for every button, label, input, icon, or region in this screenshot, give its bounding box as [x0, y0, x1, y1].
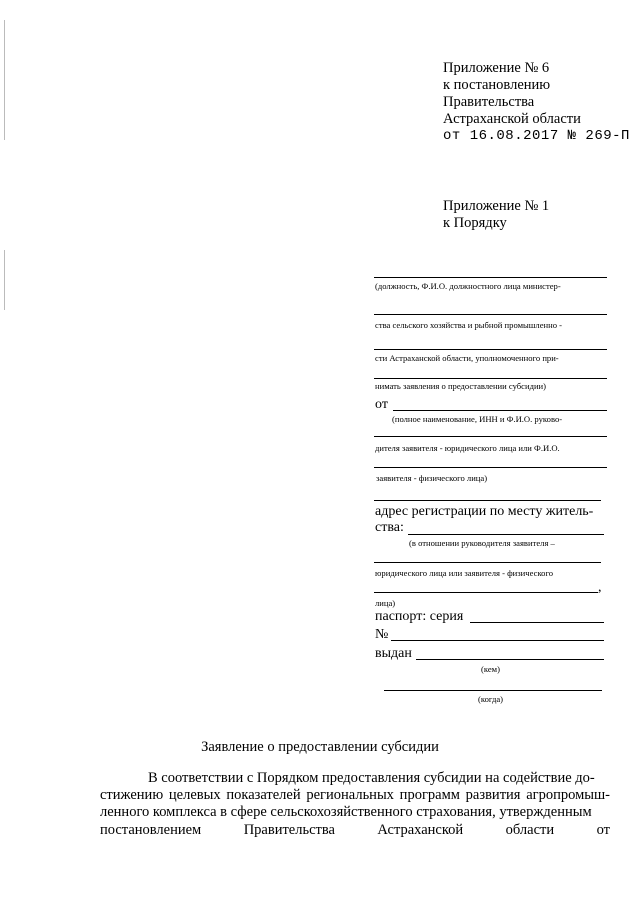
appendix-6-gov: Правительства — [443, 94, 535, 110]
appendix-1-block — [443, 198, 549, 232]
from-caption-1: (полное наименование, ИНН и Ф.И.О. руково- — [392, 414, 563, 424]
passport-when-caption: (когда) — [478, 694, 504, 704]
scan-mark — [4, 250, 5, 310]
paragraph-last-line: постановлением Правительства Астраханской области от — [100, 821, 610, 838]
from-caption-3: заявителя - физического лица) — [376, 473, 488, 483]
from-line — [393, 410, 607, 411]
from-label: от — [375, 397, 388, 412]
document-paragraph — [100, 770, 610, 839]
from-caption-2: дителя заявителя - юридического лица или Ф.И.О. — [375, 443, 560, 453]
address-comma: , — [598, 580, 602, 595]
appendix-6-date: от 16.08.2017 № 269-П — [443, 128, 630, 144]
passport-number-line — [391, 640, 604, 641]
address-caption-2: юридического лица или заявителя - физического — [375, 568, 554, 578]
paragraph-line-1: В соответствии с Порядком предоставления субсидии на содействие до- — [148, 770, 595, 786]
address-caption-3: лица) — [375, 598, 396, 608]
addressee-line — [374, 314, 607, 315]
from-line — [374, 436, 607, 437]
passport-issued-label: выдан — [375, 646, 412, 661]
address-label-1: адрес регистрации по месту житель- — [375, 504, 594, 519]
appendix-6-region: Астраханской области — [443, 111, 581, 127]
address-label-2: ства: — [375, 520, 404, 535]
appendix-1-ref: к Порядку — [443, 215, 507, 231]
from-line — [374, 467, 607, 468]
appendix-6-block — [443, 60, 630, 145]
appendix-6-ref: к постановлению — [443, 77, 551, 93]
passport-by-whom-caption: (кем) — [481, 664, 500, 674]
paragraph-body: стижению целевых показателей региональных программ развития агропромыш-ленного комплекса в сфере сельскохозяйственного страхования, утвержденным — [100, 787, 610, 821]
address-caption-1: (в отношении руководителя заявителя – — [409, 538, 555, 548]
addressee-caption-3: сти Астраханской области, уполномоченного при- — [375, 353, 559, 363]
addressee-caption-2: ства сельского хозяйства и рыбной промышленно - — [375, 320, 563, 330]
scan-mark — [4, 20, 5, 140]
address-line — [374, 562, 601, 563]
passport-issued-line — [416, 659, 604, 660]
addressee-line — [374, 277, 607, 278]
addressee-line — [374, 378, 607, 379]
address-line — [408, 534, 604, 535]
addressee-line — [374, 349, 607, 350]
addressee-caption-1: (должность, Ф.И.О. должностного лица министер- — [375, 281, 561, 291]
address-top-line — [374, 500, 601, 501]
appendix-6-title: Приложение № 6 — [443, 60, 550, 76]
address-line — [374, 592, 598, 593]
document-title: Заявление о предоставлении субсидии — [201, 739, 439, 755]
passport-number-label: № — [375, 627, 389, 642]
passport-series-line — [470, 622, 604, 623]
passport-series-label: паспорт: серия — [375, 609, 464, 624]
addressee-caption-4: нимать заявления о предоставлении субсидии) — [375, 381, 547, 391]
passport-date-line — [384, 690, 602, 691]
appendix-1-title: Приложение № 1 — [443, 198, 550, 214]
